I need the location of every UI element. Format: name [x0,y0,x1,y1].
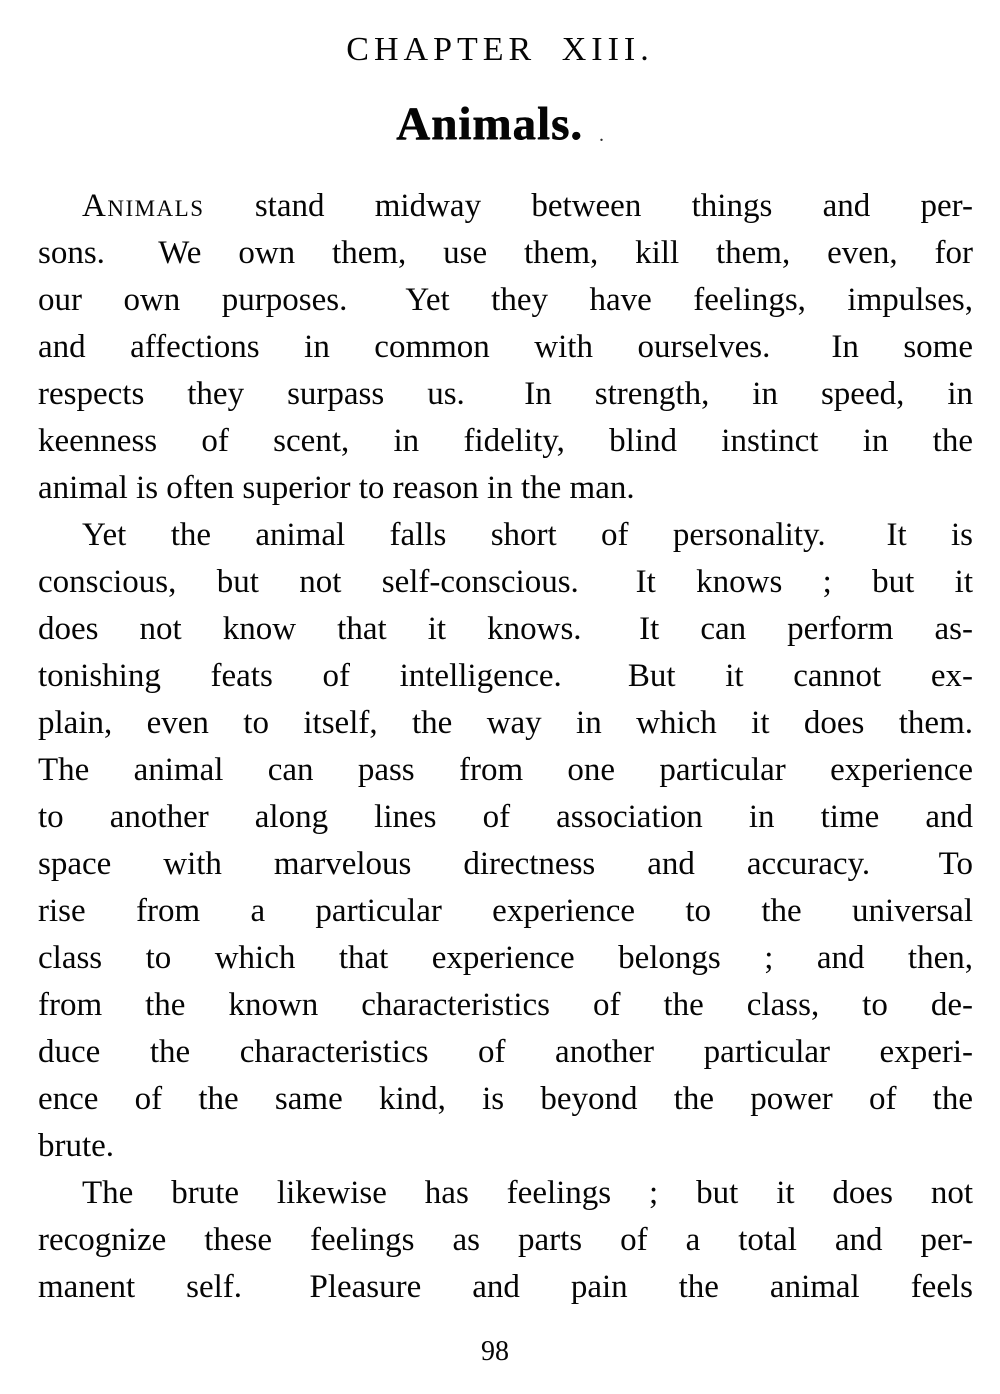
text-line: rise from a particular experience to the universal [38,893,973,929]
text-line: class to which that experience belongs ; and then, [38,940,973,976]
chapter-heading: CHAPTER XIII. [346,31,654,68]
text-line: The brute likewise has feelings ; but it does not [82,1175,973,1211]
text-line: manent self. Pleasure and pain the animal feels [38,1269,973,1305]
section-title: Animals. [396,98,583,150]
text-line: ence of the same kind, is beyond the power of the [38,1081,973,1117]
text-line: respects they surpass us. In strength, in speed, in [38,376,973,412]
paragraph-2 [38,512,973,1170]
text-line: plain, even to itself, the way in which it does them. [38,705,973,741]
text-line: keenness of scent, in fidelity, blind instinct in the [38,423,973,459]
text-line [38,183,973,230]
text-line: recognize these feelings as parts of a total and per- [38,1222,973,1258]
paragraph-3 [38,1170,973,1311]
line-fragment: stand midway between things and per- [254,188,973,224]
text-line: our own purposes. Yet they have feelings, impulses, [38,282,973,318]
text-line: and affections in common with ourselves. In some [38,329,973,365]
page-number: 98 [481,1336,509,1367]
text-line: conscious, but not self-conscious. It knows ; but it [38,564,973,600]
page-text [0,183,1000,1311]
text-line: Yet the animal falls short of personality. It is [82,517,973,553]
text-line: The animal can pass from one particular experience [38,752,973,788]
text-line: duce the characteristics of another particular experi- [38,1034,973,1070]
text-line: tonishing feats of intelligence. But it cannot ex- [38,658,973,694]
lead-word: Animals [82,188,205,224]
text-line: brute. [38,1128,115,1164]
section-title-row [0,98,1000,159]
text-line: to another along lines of association in time and [38,799,973,835]
text-line: from the known characteristics of the class, to de- [38,987,973,1023]
text-line: does not know that it knows. It can perform as- [38,611,973,647]
text-line: space with marvelous directness and accuracy. To [38,846,973,882]
paragraph-1 [38,183,973,512]
text-line: animal is often superior to reason in the man. [38,470,635,506]
stray-mark: . [598,124,604,146]
text-line: sons. We own them, use them, kill them, even, for [38,235,973,271]
